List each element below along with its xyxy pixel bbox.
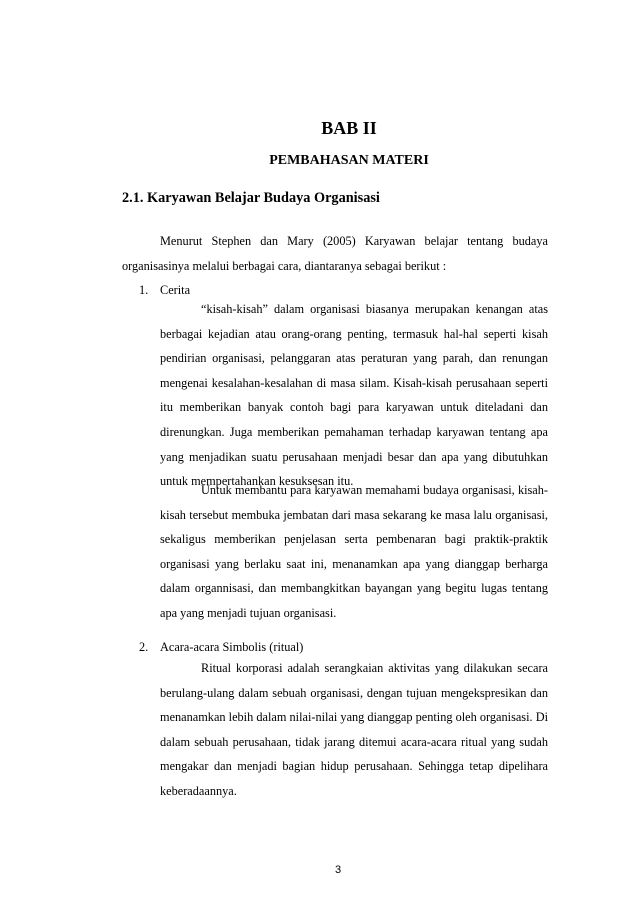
- list-item-number: 2.: [139, 640, 149, 654]
- list-item-paragraph: “kisah-kisah” dalam organisasi biasanya merupakan kenangan atas berbagai kejadian atau orang-orang penting, termasuk hal-hal seperti kisah pendirian organisasi, pelanggaran atas peraturan yang parah, dan renungan mengenai kesalahan-kesalahan di masa silam. Kisah-kisah perusahaan seperti itu memberikan banyak contoh bagi para karyawan untuk diteladani dan direnungkan. Juga memberikan pemahaman terhadap karyawan tentang apa yang menjadikan suatu perusahaan menjadi besar dan apa yang dibutuhkan untuk mempertahankan kesuksesan itu.: [160, 302, 548, 489]
- list-item-title: Acara-acara Simbolis (ritual): [160, 640, 304, 654]
- page-number: 3: [334, 864, 342, 876]
- chapter-number: BAB II: [321, 118, 377, 138]
- list-item-paragraph: Untuk membantu para karyawan memahami budaya organisasi, kisah-kisah tersebut membuka jembatan dari masa sekarang ke masa lalu organisasi, sekaligus memberikan penjelasan serta pembenaran bagi praktik-praktik organisasi yang berlaku saat ini, menanamkan apa yang dianggap berharga dalam organnisasi, dan membangkitkan bayangan yang begitu lugas tentang apa yang menjadi tujuan organisasi.: [160, 483, 548, 620]
- list-item-title: Cerita: [160, 283, 191, 297]
- chapter-title: PEMBAHASAN MATERI: [269, 153, 429, 168]
- section-heading: 2.1. Karyawan Belajar Budaya Organisasi: [122, 190, 380, 206]
- list-item-number: 1.: [139, 283, 149, 297]
- list-item-paragraph: Ritual korporasi adalah serangkaian aktivitas yang dilakukan secara berulang-ulang dalam sebuah organisasi, dengan tujuan mengekspresikan dan menanamkan lebih dalam nilai-nilai yang dianggap penting oleh organisasi. Di dalam sebuah perusahaan, tidak jarang ditemui acara-acara ritual yang sudah mengakar dan menjadi bagian hidup perusahaan. Sehingga tetap dipelihara keberadaannya.: [160, 661, 548, 798]
- intro-paragraph: Menurut Stephen dan Mary (2005) Karyawan belajar tentang budaya organisasinya melalui berbagai cara, diantaranya sebagai berikut :: [122, 234, 548, 273]
